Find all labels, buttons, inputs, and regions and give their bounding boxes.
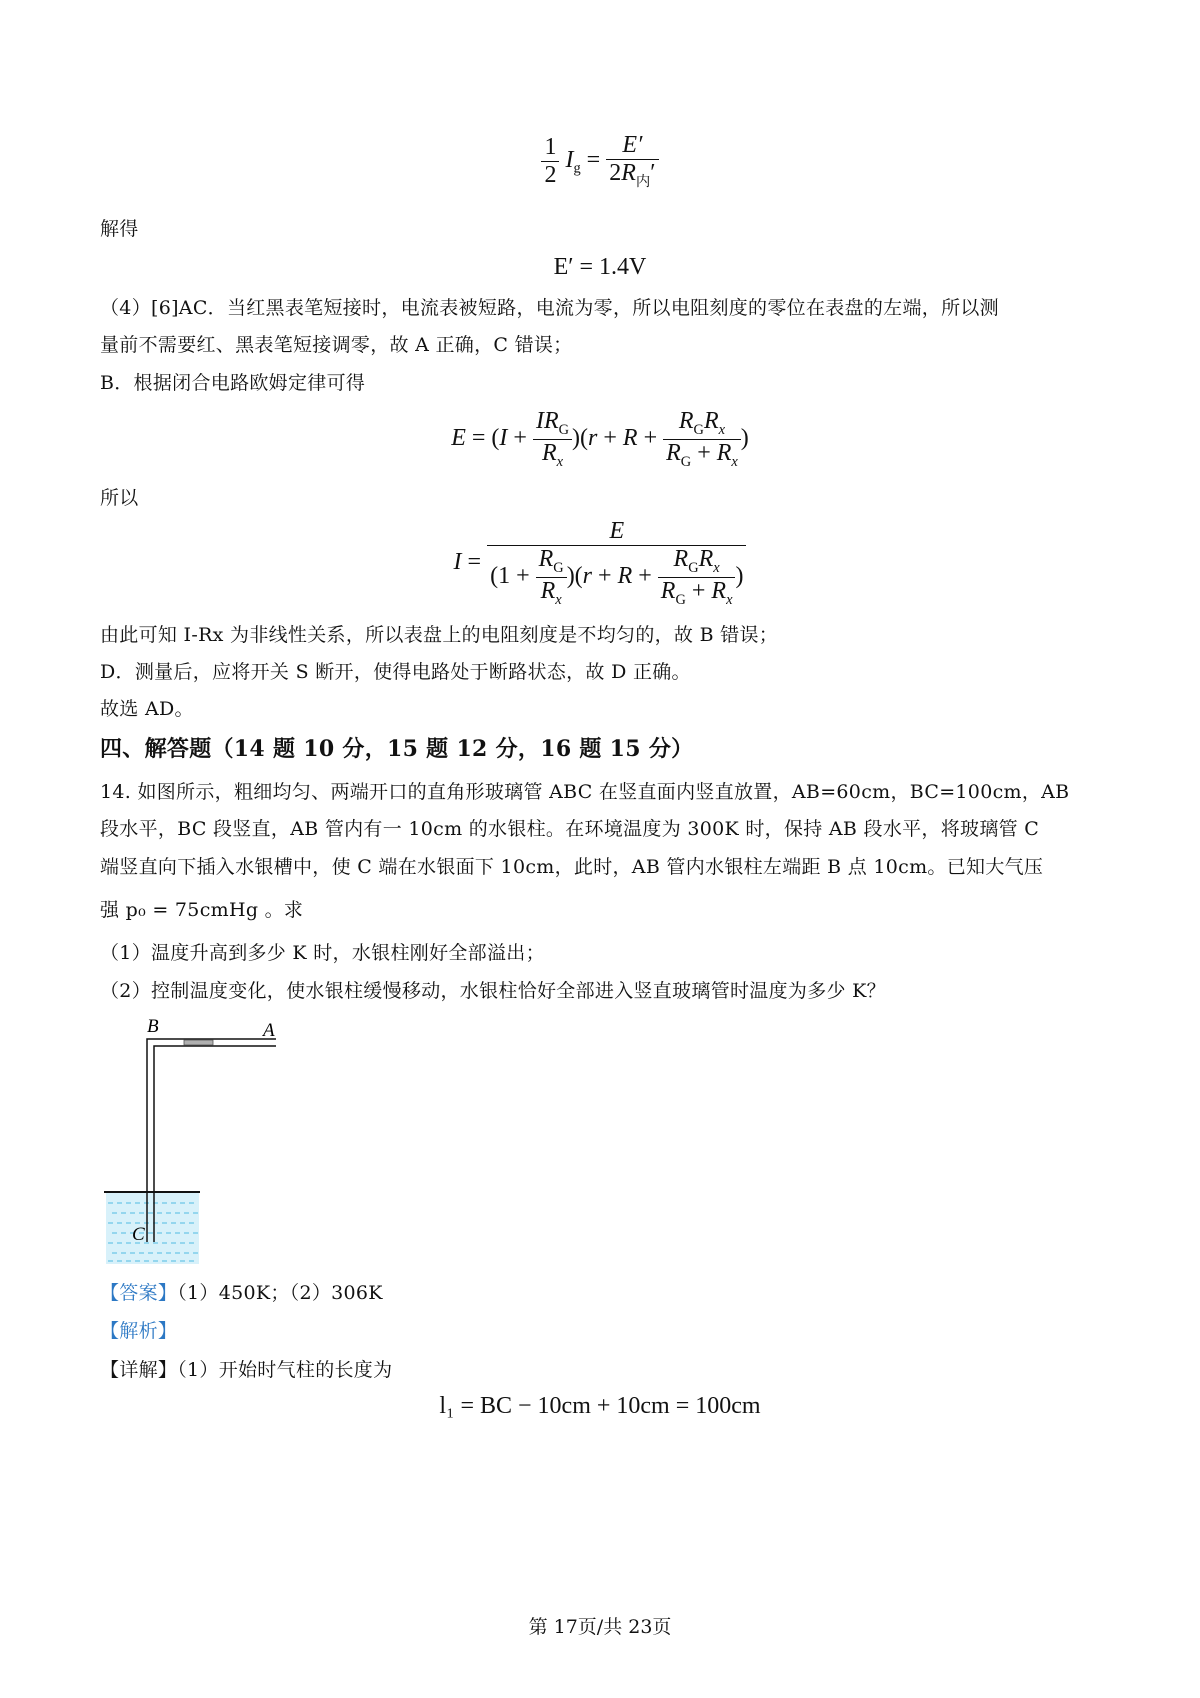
- formula-emf-result: E′ = 1.4V: [553, 254, 647, 280]
- formula-current-expression: I = E (1 + $\frac{R_G}{R_x}$ )(r + R + $\frac{R_GR_x}{R_G + R_x}$ ): [0, 518, 1200, 609]
- paragraph-part4: （4）[6]AC．当红黑表笔短接时，电流表被短路，电流为零，所以电阻刻度的零位在表盘的左端，所以测: [100, 297, 999, 319]
- question14-line2: 段水平，BC 段竖直，AB 管内有一 10cm 的水银柱。在环境温度为 300K 时，保持 AB 段水平，将玻璃管 C: [100, 818, 1040, 840]
- answer-text: （1）450K；（2）306K: [177, 1282, 383, 1304]
- question14-line3: 端竖直向下插入水银槽中，使 C 端在水银面下 10cm，此时，AB 管内水银柱左端距 B 点 10cm。已知大气压: [100, 856, 1044, 878]
- mercury-column: [184, 1040, 213, 1045]
- detail-line: [100, 1355, 1110, 1385]
- question14-line1: 14. 如图所示，粗细均匀、两端开口的直角形玻璃管 ABC 在竖直面内竖直放置，AB=60cm，BC=100cm，AB: [100, 781, 1070, 803]
- section-heading: 四、解答题（14 题 10 分，15 题 12 分，16 题 15 分）: [100, 736, 694, 762]
- analysis-tag: 【解析】: [100, 1320, 178, 1342]
- analysis-line: [100, 1316, 1110, 1346]
- paragraph-option-d: D．测量后，应将开关 S 断开，使得电路处于断路状态，故 D 正确。: [100, 661, 691, 683]
- detail-tag: 【详解】: [100, 1359, 178, 1381]
- formula-closed-circuit-ohm: E = (I + $\frac{IR_G}{R_x}$ )(r + R + $\frac{R_GR_x}{R_G + R_x}$ ): [451, 408, 749, 470]
- paragraph-part4-cont: 量前不需要红、黑表笔短接调零，故 A 正确，C 错误；: [100, 334, 573, 356]
- paragraph-choose-ad: 故选 AD。: [100, 698, 194, 720]
- question14-part1: （1）温度升高到多少 K 时，水银柱刚好全部溢出；: [100, 942, 545, 964]
- page-footer: 第 17页/共 23页: [528, 1616, 672, 1638]
- formula-half-current: $\frac{1}{2}$ $I_g$ = $\frac{E'}{2R_内'}$: [0, 132, 1200, 191]
- detail-text: （1）开始时气柱的长度为: [177, 1359, 393, 1381]
- fraction-emf-over-resistance: $\frac{E'}{2R_内'}$: [606, 132, 658, 191]
- paragraph-nonlinear: 由此可知 I-Rx 为非线性关系，所以表盘上的电阻刻度是不均匀的，故 B 错误；: [100, 624, 779, 646]
- glass-tube-diagram: [100, 1010, 300, 1270]
- label-b: B: [147, 1016, 159, 1037]
- text-suoyi: 所以: [100, 487, 139, 509]
- paragraph-option-b: B．根据闭合电路欧姆定律可得: [100, 372, 366, 394]
- answer-tag: 【答案】: [100, 1282, 178, 1304]
- text-jiede: 解得: [100, 218, 139, 240]
- question14-part2: （2）控制温度变化，使水银柱缓慢移动，水银柱恰好全部进入竖直玻璃管时温度为多少 K？: [100, 980, 886, 1002]
- answer-line: [100, 1278, 1110, 1308]
- label-a: A: [263, 1020, 275, 1041]
- question14-line4: 强 p₀ = 75cmHg 。求: [100, 899, 304, 921]
- fraction-one-half: $\frac{1}{2}$: [541, 134, 559, 189]
- formula-gas-column-length: l₁ = BC − 10cm + 10cm = 100cm: [439, 1393, 761, 1419]
- label-c: C: [132, 1224, 145, 1245]
